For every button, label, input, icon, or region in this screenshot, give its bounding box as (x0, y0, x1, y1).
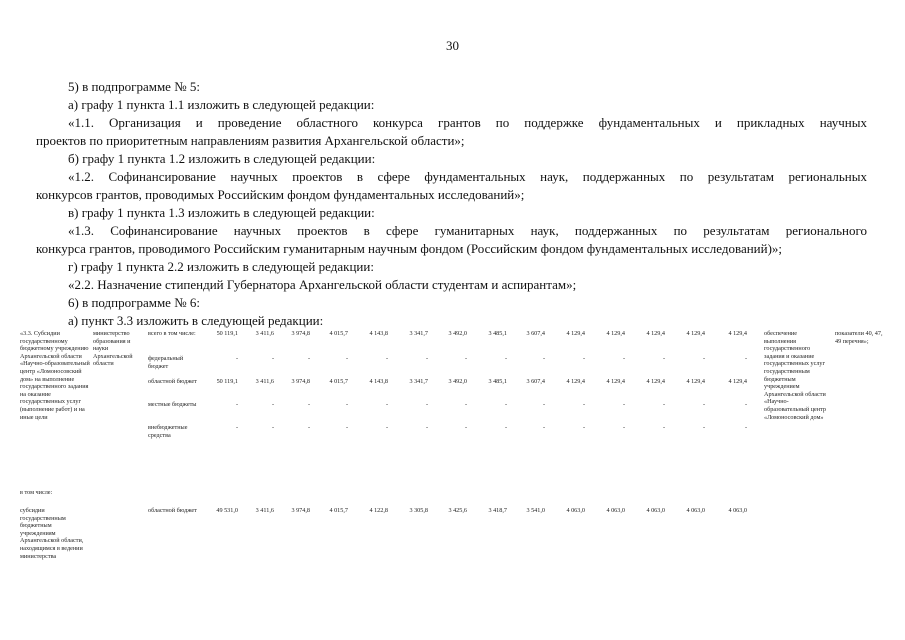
table-cell-value: 3 974,8 (291, 507, 310, 514)
table-cell-value: 4 063,0 (646, 507, 665, 514)
paragraph-line: 6) в подпрограмме № 6: (68, 295, 200, 310)
table-cell-value: - (744, 401, 747, 408)
table-cell-value: - (345, 355, 348, 362)
row2-name: субсидии государственным бюджетным учреждениям Архангельской области, находящимся в ведении министерства (20, 507, 84, 560)
table-cell-value: 4 015,7 (329, 378, 348, 385)
table-cell-value: - (702, 424, 705, 431)
table-cell-value: 4 143,8 (369, 330, 388, 337)
table-cell-value: - (582, 424, 585, 431)
page-number: 30 (446, 38, 459, 53)
table-cell-value: 4 129,4 (606, 378, 625, 385)
table-cell-value: 4 129,4 (646, 330, 665, 337)
paragraph-line: а) графу 1 пункта 1.1 изложить в следующей редакции: (68, 97, 375, 112)
paragraph-line: г) графу 1 пункта 2.2 изложить в следующей редакции: (68, 259, 374, 274)
table-cell-value: 50 119,1 (216, 378, 238, 385)
table-cell-value: 4 129,4 (686, 330, 705, 337)
paragraph-line: «1.3. Софинансирование научных проектов в сфере гуманитарных наук, поддержанных по результатам регионального (68, 223, 867, 238)
table-cell-value: 3 425,6 (448, 507, 467, 514)
table-cell-value: - (235, 424, 238, 431)
table-cell-value: - (385, 355, 388, 362)
table-cell-value: 4 063,0 (686, 507, 705, 514)
paragraph-line: в) графу 1 пункта 1.3 изложить в следующей редакции: (68, 205, 375, 220)
table-cell-value: 4 063,0 (606, 507, 625, 514)
table-cell-value: - (504, 401, 507, 408)
table-cell-value: - (271, 401, 274, 408)
row1-executor: министерство образования и науки Архангельской области (93, 330, 133, 368)
table-cell-value: - (622, 424, 625, 431)
table-cell-value: 4 129,4 (646, 378, 665, 385)
table-cell-value: - (235, 401, 238, 408)
table-cell-value: - (662, 355, 665, 362)
table-cell-value: 4 063,0 (728, 507, 747, 514)
table-cell-value: - (307, 401, 310, 408)
table-cell-value: - (425, 424, 428, 431)
table-cell-value: - (464, 424, 467, 431)
row1-result: обеспечение выполнения государственного задания и оказание государственных услуг государственным бюджетным учреждением Архангельской области «Научно-образовательный центр «Ломоносовский дом» (764, 330, 826, 421)
table-cell-value: - (464, 401, 467, 408)
table-cell-value: 3 341,7 (409, 330, 428, 337)
table-cell-value: 3 411,6 (255, 330, 274, 337)
paragraph-line: а) пункт 3.3 изложить в следующей редакции: (68, 313, 324, 328)
table-cell-value: 50 119,1 (216, 330, 238, 337)
table-cell-value: - (702, 355, 705, 362)
including-label: в том числе: (20, 489, 53, 496)
table-cell-value: 4 122,8 (369, 507, 388, 514)
table-cell-value: 4 063,0 (566, 507, 585, 514)
table-cell-value: - (662, 401, 665, 408)
source-label: федеральный бюджет (148, 355, 184, 370)
paragraph-line: б) графу 1 пункта 1.2 изложить в следующей редакции: (68, 151, 376, 166)
paragraph-line: проектов по приоритетным направлениям развития Архангельской области»; (36, 133, 465, 148)
table-cell-value: 49 531,0 (216, 507, 238, 514)
table-cell-value: - (702, 401, 705, 408)
table-cell-value: - (542, 424, 545, 431)
table-cell-value: - (662, 424, 665, 431)
table-cell-value: 3 974,8 (291, 378, 310, 385)
table-cell-value: 4 129,4 (728, 330, 747, 337)
table-cell-value: - (464, 355, 467, 362)
table-cell-value: 4 129,4 (686, 378, 705, 385)
table-cell-value: 4 015,7 (329, 330, 348, 337)
table-cell-value: 4 129,4 (566, 330, 585, 337)
table-cell-value: 3 305,8 (409, 507, 428, 514)
paragraph-line: «1.1. Организация и проведение областного конкурса грантов по поддержке фундаментальных и прикладных научных (68, 115, 867, 130)
table-cell-value: - (385, 401, 388, 408)
paragraph-line: конкурсов грантов, проводимых Российским фондом фундаментальных исследований»; (36, 187, 525, 202)
table-cell-value: 3 607,4 (526, 330, 545, 337)
table-cell-value: - (744, 424, 747, 431)
paragraph-line: 5) в подпрограмме № 5: (68, 79, 200, 94)
table-cell-value: 3 485,1 (488, 378, 507, 385)
table-cell-value: 4 129,4 (606, 330, 625, 337)
source-label: областной бюджет (148, 378, 197, 385)
table-cell-value: - (542, 401, 545, 408)
source-label: внебюджетные средства (148, 424, 188, 439)
table-cell-value: - (307, 355, 310, 362)
table-cell-value: - (744, 355, 747, 362)
table-cell-value: - (504, 424, 507, 431)
table-cell-value: - (542, 355, 545, 362)
table-cell-value: - (271, 355, 274, 362)
paragraph-line: «1.2. Софинансирование научных проектов в сфере фундаментальных наук, поддержанных по результатам региональных (68, 169, 867, 184)
table-cell-value: 3 418,7 (488, 507, 507, 514)
table-cell-value: - (307, 424, 310, 431)
table-cell-value: - (385, 424, 388, 431)
paragraph-line: «2.2. Назначение стипендий Губернатора Архангельской области студентам и аспирантам»; (68, 277, 577, 292)
table-cell-value: 3 411,6 (255, 378, 274, 385)
table-cell-value: - (235, 355, 238, 362)
table-cell-value: 4 143,8 (369, 378, 388, 385)
table-cell-value: 3 974,8 (291, 330, 310, 337)
table-cell-value: 3 411,6 (255, 507, 274, 514)
table-cell-value: - (622, 355, 625, 362)
table-cell-value: 3 541,0 (526, 507, 545, 514)
table-cell-value: 3 341,7 (409, 378, 428, 385)
table-cell-value: - (345, 401, 348, 408)
table-cell-value: 4 015,7 (329, 507, 348, 514)
paragraph-line: конкурса грантов, проводимого Российским гуманитарным научным фондом (Российским фондом фундаментальных исследований)»; (36, 241, 783, 256)
table-cell-value: - (425, 401, 428, 408)
table-cell-value: 3 492,0 (448, 330, 467, 337)
row1-indicators: показатели 40, 47, 49 перечня»; (835, 330, 883, 345)
table-cell-value: - (345, 424, 348, 431)
table-cell-value: 3 607,4 (526, 378, 545, 385)
table-cell-value: 4 129,4 (566, 378, 585, 385)
table-cell-value: - (504, 355, 507, 362)
table-cell-value: - (582, 401, 585, 408)
source-label: всего в том числе: (148, 330, 196, 337)
source-label: местные бюджеты (148, 401, 197, 408)
table-cell-value: - (425, 355, 428, 362)
row2-source: областной бюджет (148, 507, 197, 514)
table-cell-value: - (271, 424, 274, 431)
table-cell-value: 3 492,0 (448, 378, 467, 385)
table-cell-value: 4 129,4 (728, 378, 747, 385)
table-cell-value: - (582, 355, 585, 362)
row1-name: «3.3. Субсидии государственному бюджетному учреждению Архангельской области «Научно-образовательный центр «Ломоносовский дом» на выполнение государственного задания на оказание государственных услуг (выполнение работ) и на иные цели (20, 330, 90, 421)
table-cell-value: - (622, 401, 625, 408)
table-cell-value: 3 485,1 (488, 330, 507, 337)
